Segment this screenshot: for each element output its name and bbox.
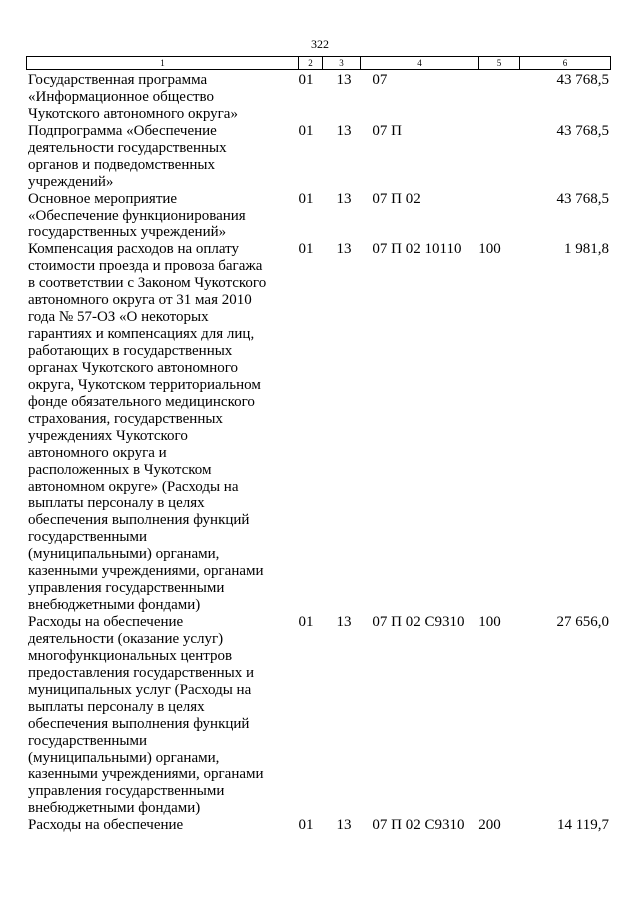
- description-line: обеспечения выполнения функций: [28, 512, 250, 529]
- description-line: (муниципальными) органами,: [28, 749, 220, 766]
- description-line: предоставления государственных и: [28, 664, 255, 681]
- table-body: [26, 72, 610, 834]
- row-description: [26, 123, 298, 191]
- target-article-code: 07 П 02: [372, 190, 421, 207]
- description-line: «Информационное общество: [28, 88, 215, 105]
- description-line: казенными учреждениями, органами: [28, 766, 264, 783]
- description-line: органах Чукотского автономного: [28, 359, 239, 376]
- description-line: управления государственными: [28, 783, 225, 800]
- description-line: управления государственными: [28, 580, 225, 597]
- description-line: государственных учреждений»: [28, 224, 227, 241]
- target-article-code: 07 П 02 С9310: [372, 614, 465, 630]
- description-line: «Обеспечение функционирования: [28, 207, 246, 224]
- description-line: учреждений»: [28, 173, 114, 190]
- target-article-code: 07 П: [372, 122, 403, 139]
- description-line: страхования, государственных: [28, 410, 223, 427]
- description-line: выплаты персоналу в целях: [28, 495, 205, 512]
- table-row: [26, 817, 610, 834]
- row-description: [26, 614, 298, 817]
- expense-type-code: 200: [478, 817, 501, 834]
- row-description: [26, 191, 298, 242]
- expense-type-code: [478, 72, 519, 123]
- section-code: 01: [298, 190, 314, 207]
- table-row: [26, 72, 610, 123]
- expense-type-code: [478, 191, 519, 242]
- subsection-code: 13: [336, 122, 352, 139]
- target-article-code: 07 П 02 10110: [372, 241, 462, 258]
- description-line: учреждениях Чукотского: [28, 427, 188, 444]
- description-line: муниципальных услуг (Расходы на: [28, 681, 252, 698]
- description-line: округа, Чукотском территориальном: [28, 376, 261, 393]
- description-line: стоимости проезда и провоза багажа: [28, 258, 263, 275]
- description-line: казенными учреждениями, органами: [28, 563, 264, 580]
- description-line: государственными: [28, 529, 147, 546]
- row-description: [26, 241, 298, 614]
- description-line: многофункциональных центров: [28, 647, 233, 664]
- target-article-code: 07 П 02 С9310: [372, 817, 465, 834]
- expense-type-code: 100: [478, 241, 501, 258]
- description-line: автономного округа и: [28, 444, 167, 461]
- description-line: Расходы на обеспечение: [28, 614, 184, 630]
- amount: 43 768,5: [556, 190, 609, 207]
- description-line: выплаты персоналу в целях: [28, 698, 205, 715]
- subsection-code: 13: [336, 190, 352, 207]
- table-header: [26, 56, 611, 70]
- amount: 14 119,7: [557, 817, 609, 834]
- description-line: гарантиях и компенсациях для лиц,: [28, 326, 255, 343]
- description-line: деятельности (оказание услуг): [28, 630, 224, 647]
- amount: 43 768,5: [556, 122, 609, 139]
- description-line: Подпрограмма «Обеспечение: [28, 122, 217, 139]
- description-line: в соответствии с Законом Чукотского: [28, 275, 267, 292]
- section-code: 01: [298, 614, 314, 630]
- description-line: Чукотского автономного округа»: [28, 105, 238, 122]
- description-line: обеспечения выполнения функций: [28, 715, 250, 732]
- header-col-2: 2: [299, 57, 323, 70]
- description-line: внебюджетными фондами): [28, 800, 201, 817]
- target-article-code: 07: [372, 72, 388, 88]
- section-code: 01: [298, 72, 314, 88]
- row-description: [26, 817, 298, 834]
- section-code: 01: [298, 241, 314, 258]
- description-line: работающих в государственных: [28, 343, 233, 359]
- section-code: 01: [298, 817, 314, 834]
- description-line: автономного округа от 31 мая 2010: [28, 292, 252, 309]
- description-line: (муниципальными) органами,: [28, 546, 220, 563]
- description-line: автономном округе» (Расходы на: [28, 478, 239, 495]
- table-row: [26, 123, 610, 191]
- amount: 27 656,0: [556, 614, 609, 630]
- description-line: внебюджетными фондами): [28, 597, 201, 614]
- page-number: 322: [311, 37, 329, 51]
- description-line: Компенсация расходов на оплату: [28, 241, 240, 258]
- subsection-code: 13: [336, 817, 352, 834]
- subsection-code: 13: [336, 614, 352, 630]
- description-line: Основное мероприятие: [28, 190, 178, 207]
- description-line: фонде обязательного медицинского: [28, 393, 255, 410]
- table-row: [26, 241, 610, 614]
- expense-type-code: [478, 123, 519, 191]
- header-col-3: 3: [323, 57, 361, 70]
- description-line: года № 57-ОЗ «О некоторых: [28, 309, 209, 326]
- description-line: Расходы на обеспечение: [28, 817, 184, 834]
- description-line: деятельности государственных: [28, 139, 227, 156]
- header-col-4: 4: [361, 57, 479, 70]
- header-col-5: 5: [479, 57, 520, 70]
- description-line: расположенных в Чукотском: [28, 461, 212, 478]
- description-line: государственными: [28, 732, 147, 749]
- amount: 1 981,8: [564, 241, 609, 258]
- header-col-1: 1: [27, 57, 299, 70]
- subsection-code: 13: [336, 241, 352, 258]
- description-line: органов и подведомственных: [28, 156, 215, 173]
- table-row: [26, 191, 610, 242]
- amount: 43 768,5: [556, 72, 609, 88]
- row-description: [26, 72, 298, 123]
- subsection-code: 13: [336, 72, 352, 88]
- expense-type-code: 100: [478, 614, 501, 630]
- table-row: [26, 614, 610, 817]
- section-code: 01: [298, 122, 314, 139]
- description-line: Государственная программа: [28, 72, 208, 88]
- header-col-6: 6: [520, 57, 611, 70]
